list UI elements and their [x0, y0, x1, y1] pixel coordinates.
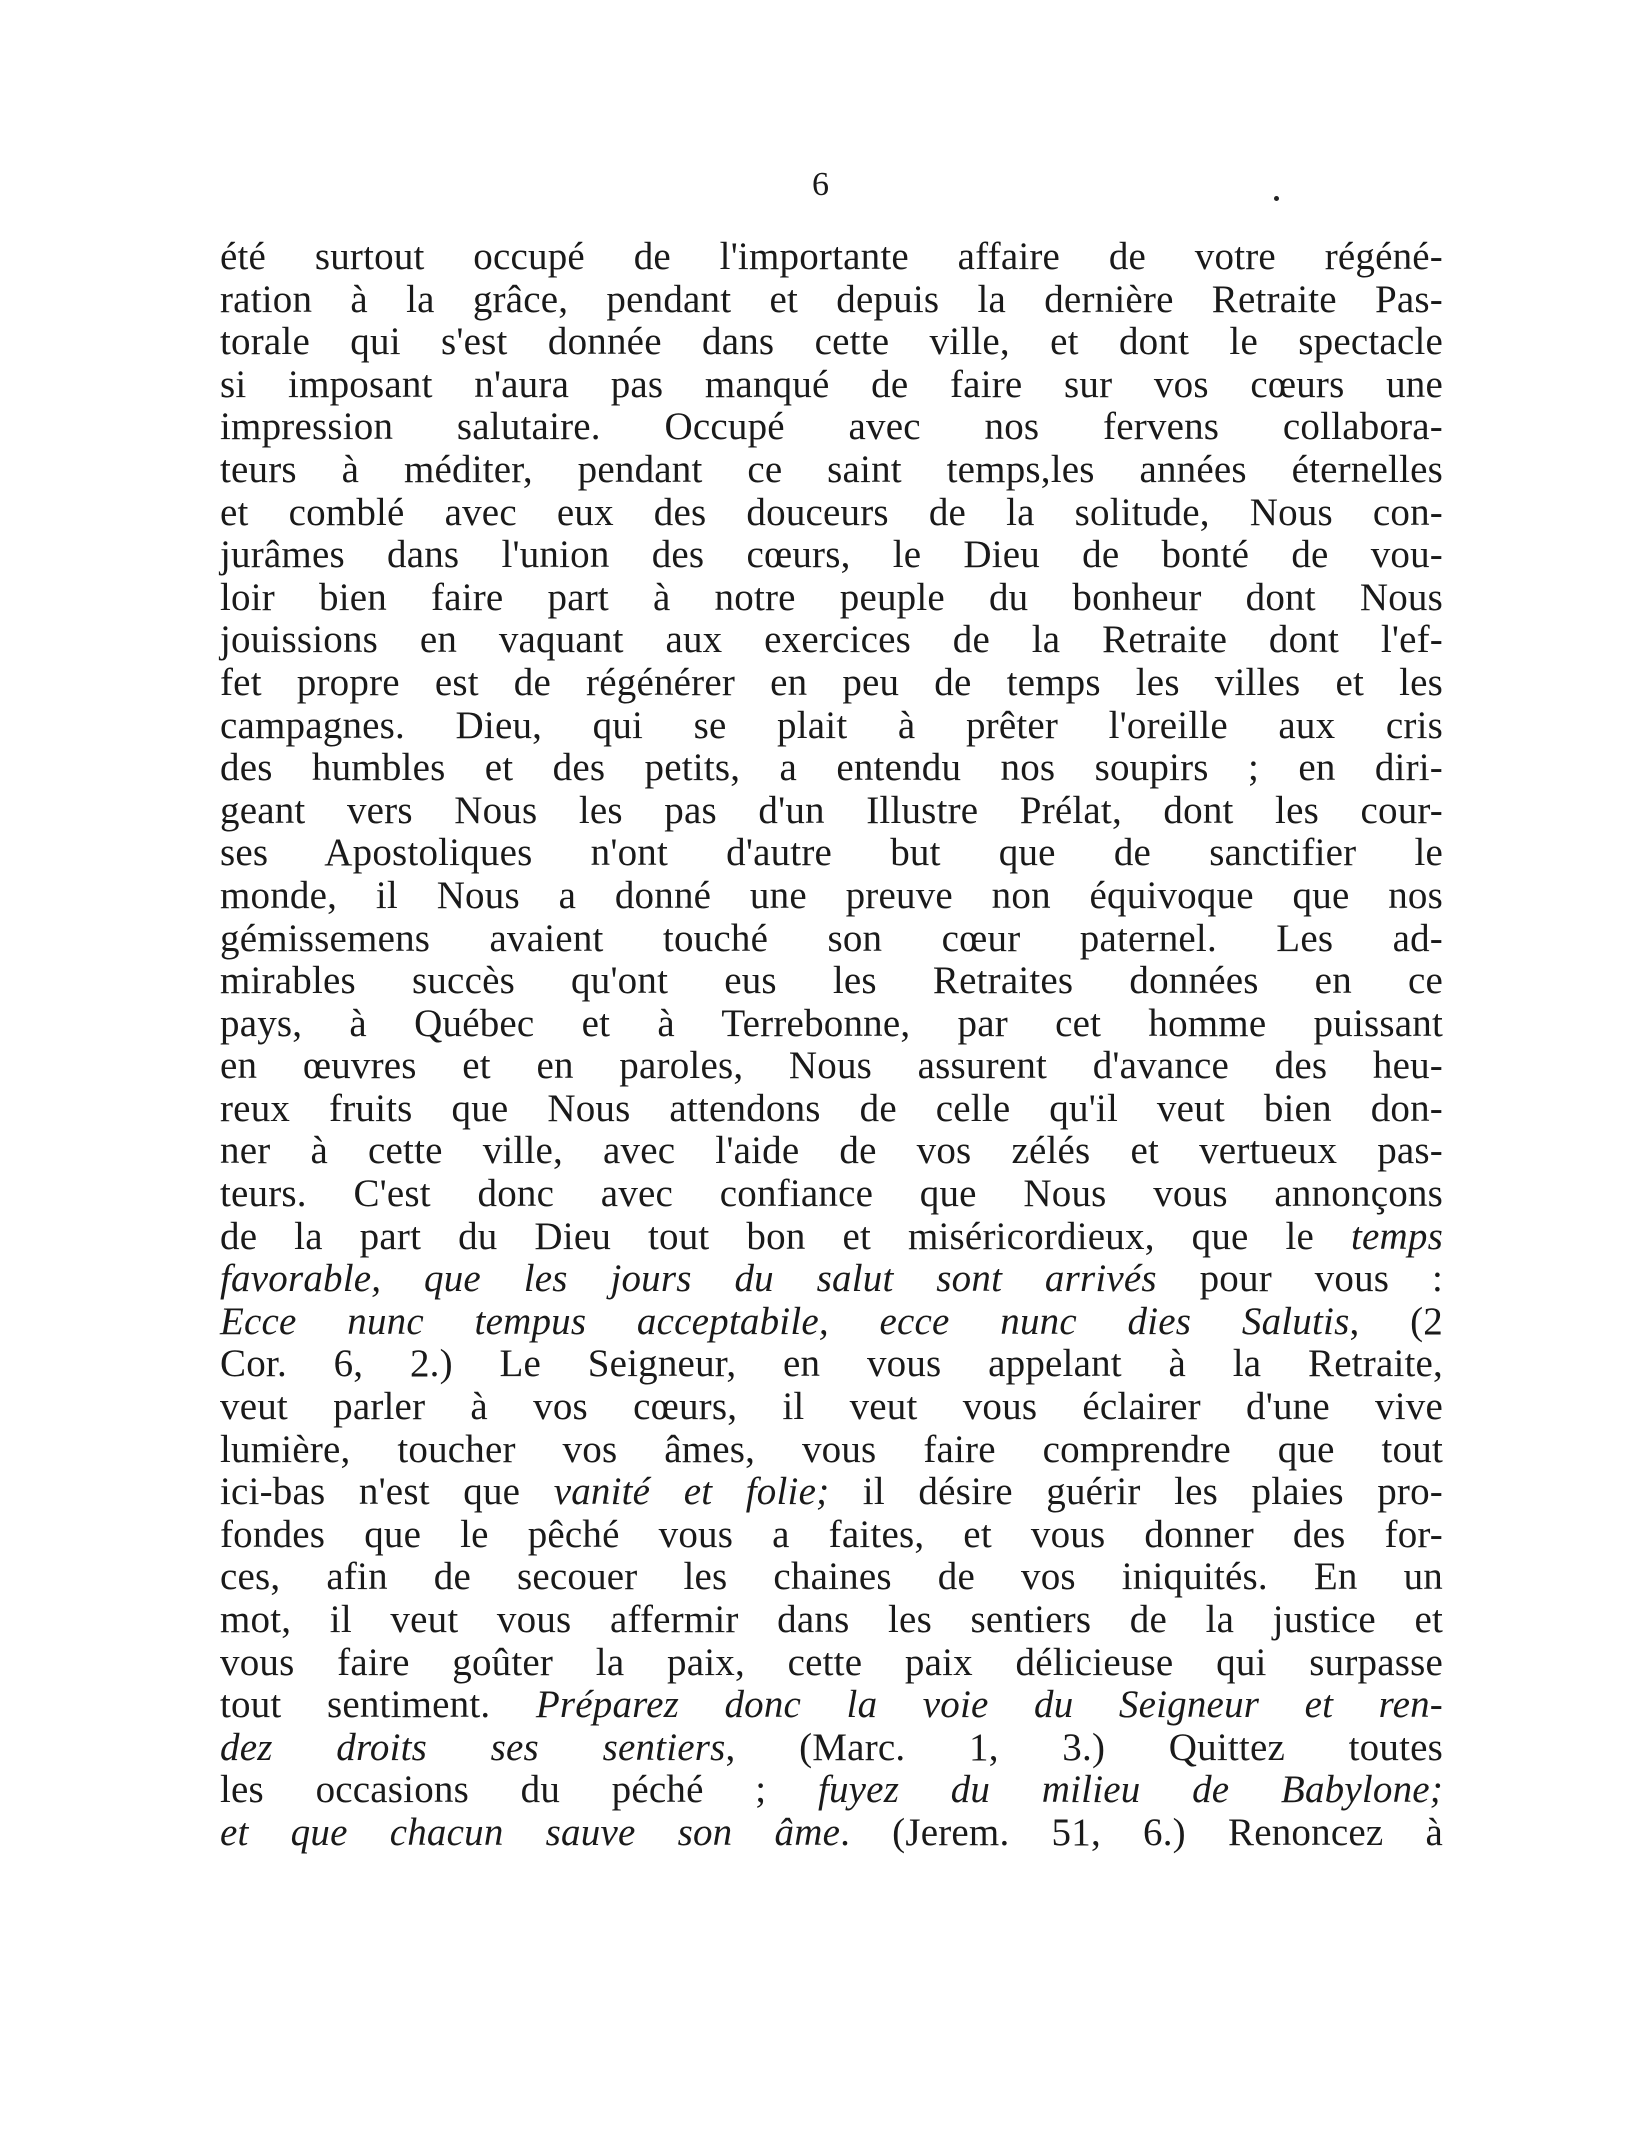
text-segment: campagnes. Dieu, qui se plait à prêter l'oreille aux cris — [220, 703, 1443, 747]
text-line — [220, 662, 1443, 705]
text-segment: fet propre est de régénérer en peu de temps les villes et les — [220, 660, 1443, 704]
text-segment: il désire guérir les plaies pro- — [829, 1470, 1443, 1514]
text-line — [220, 1556, 1443, 1599]
text-segment: été surtout occupé de l'importante affaire de votre régéné- — [220, 235, 1443, 278]
text-segment: mot, il veut vous affermir dans les sentiers de la justice et — [220, 1598, 1443, 1641]
text-line — [220, 1386, 1443, 1429]
text-segment: teurs à méditer, pendant ce saint temps,les années éternelles — [220, 447, 1443, 491]
text-segment: fondes que le pêché vous a faites, et vous donner des for- — [220, 1512, 1443, 1556]
text-line — [220, 1088, 1443, 1131]
text-segment: teurs. C'est donc avec confiance que Nous vous annonçons — [220, 1172, 1443, 1216]
italic-text: Ecce nunc tempus acceptabile, ecce nunc dies Salutis — [220, 1299, 1350, 1343]
text-segment: tout sentiment. — [220, 1683, 536, 1727]
text-segment: ces, afin de secouer les chaines de vos iniquités. En un — [220, 1555, 1443, 1599]
printer-mark — [1274, 196, 1279, 201]
text-segment: ici-bas n'est que — [220, 1470, 554, 1514]
text-segment: Cor. 6, 2.) Le Seigneur, en vous appelant à la Retraite, — [220, 1342, 1443, 1386]
text-segment: ration à la grâce, pendant et depuis la dernière Retraite Pas- — [220, 277, 1443, 321]
text-segment: jurâmes dans l'union des cœurs, le Dieu de bonté de vou- — [220, 533, 1443, 577]
text-line — [220, 1216, 1443, 1259]
text-line — [220, 279, 1443, 322]
text-line — [220, 1173, 1443, 1216]
page-number: 6 — [812, 166, 829, 203]
text-segment: loir bien faire part à notre peuple du bonheur dont Nous — [220, 575, 1443, 619]
italic-text: Préparez donc la voie du Seigneur et ren- — [535, 1683, 1443, 1727]
text-line — [220, 960, 1443, 1003]
text-line — [220, 406, 1443, 449]
text-segment: pour vous : — [1156, 1257, 1443, 1301]
text-segment: de la part du Dieu tout bon et miséricordieux, que le — [220, 1214, 1351, 1258]
text-segment: geant vers Nous les pas d'un Illustre Prélat, dont les cour- — [220, 788, 1443, 832]
text-line — [220, 1343, 1443, 1386]
text-line — [220, 747, 1443, 790]
text-segment: les occasions du péché ; — [220, 1768, 818, 1812]
italic-text: dez droits ses sentiers — [220, 1725, 726, 1769]
text-segment: ner à cette ville, avec l'aide de vos zélés et vertueux pas- — [220, 1129, 1443, 1173]
text-line — [220, 1769, 1443, 1812]
text-line — [220, 577, 1443, 620]
text-line — [220, 236, 1443, 279]
text-segment: en œuvres et en paroles, Nous assurent d'avance des heu- — [220, 1044, 1443, 1088]
text-line — [220, 1258, 1443, 1301]
text-segment: monde, il Nous a donné une preuve non équivoque que nos — [220, 873, 1443, 917]
italic-text: vanité et folie; — [553, 1470, 830, 1514]
text-segment: reux fruits que Nous attendons de celle qu'il veut bien don- — [220, 1086, 1443, 1130]
text-line — [220, 1429, 1443, 1472]
text-line — [220, 321, 1443, 364]
text-segment: ses Apostoliques n'ont d'autre but que de sanctifier le — [220, 831, 1443, 875]
italic-text: fuyez du milieu de Babylone; — [817, 1768, 1443, 1812]
body-text — [220, 236, 1443, 1855]
text-segment: impression salutaire. Occupé avec nos fervens collabora- — [220, 405, 1443, 449]
text-line — [220, 1003, 1443, 1046]
text-line — [220, 364, 1443, 407]
text-segment: , (2 — [1349, 1299, 1443, 1343]
text-line — [220, 1684, 1443, 1727]
text-line — [220, 705, 1443, 748]
text-line — [220, 534, 1443, 577]
text-line — [220, 1812, 1443, 1855]
text-segment: torale qui s'est donnée dans cette ville, et dont le spectacle — [220, 320, 1443, 364]
italic-text: favorable, que les jours du salut sont arrivés — [220, 1257, 1157, 1301]
text-line — [220, 449, 1443, 492]
text-segment: gémissemens avaient touché son cœur paternel. Les ad- — [220, 916, 1443, 960]
text-line — [220, 1642, 1443, 1685]
italic-text: et que chacun sauve son âme — [220, 1810, 841, 1854]
text-segment: . (Jerem. 51, 6.) Renoncez à — [840, 1810, 1443, 1854]
text-line — [220, 1301, 1443, 1344]
text-line — [220, 1471, 1443, 1514]
text-segment: vous faire goûter la paix, cette paix délicieuse qui surpasse — [220, 1640, 1443, 1684]
text-line — [220, 1514, 1443, 1557]
text-segment: jouissions en vaquant aux exercices de la Retraite dont l'ef- — [220, 618, 1443, 662]
text-segment: veut parler à vos cœurs, il veut vous éclairer d'une vive — [220, 1385, 1443, 1429]
text-line — [220, 832, 1443, 875]
text-line — [220, 790, 1443, 833]
text-line — [220, 619, 1443, 662]
text-line — [220, 875, 1443, 918]
text-line — [220, 918, 1443, 961]
text-segment: , (Marc. 1, 3.) Quittez toutes — [725, 1725, 1443, 1769]
italic-text: temps — [1351, 1214, 1443, 1258]
text-line — [220, 1727, 1443, 1770]
text-segment: si imposant n'aura pas manqué de faire sur vos cœurs une — [220, 362, 1443, 406]
text-segment: mirables succès qu'ont eus les Retraites données en ce — [220, 959, 1443, 1003]
text-segment: et comblé avec eux des douceurs de la solitude, Nous con- — [220, 490, 1443, 534]
text-line — [220, 1599, 1443, 1642]
text-segment: des humbles et des petits, a entendu nos soupirs ; en diri- — [220, 746, 1443, 790]
text-line — [220, 1130, 1443, 1173]
text-segment: lumière, toucher vos âmes, vous faire comprendre que tout — [220, 1427, 1443, 1471]
text-segment: pays, à Québec et à Terrebonne, par cet homme puissant — [220, 1001, 1443, 1045]
text-line — [220, 492, 1443, 535]
text-line — [220, 1045, 1443, 1088]
